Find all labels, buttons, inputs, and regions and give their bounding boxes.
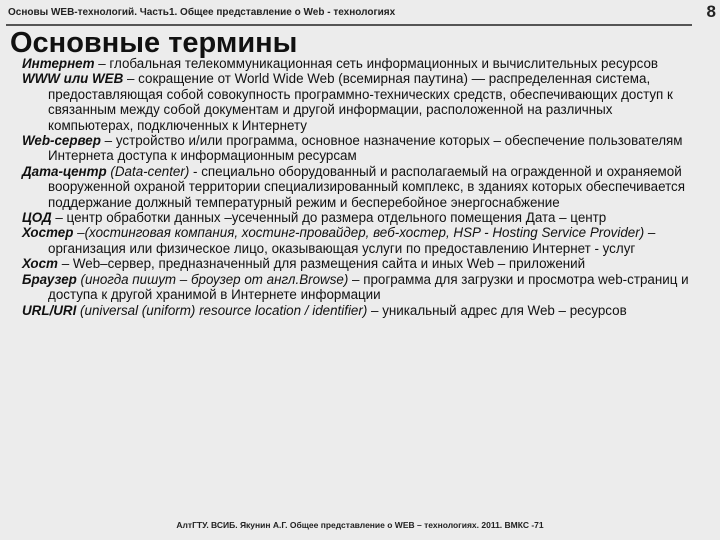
term-name: WWW или WEB <box>22 71 124 87</box>
term-definition: – глобальная телекоммуникационная сеть информационных и вычислительных ресурсов <box>94 56 659 71</box>
term-entry <box>22 56 692 71</box>
term-entry <box>22 133 692 164</box>
term-name: Хост <box>22 256 58 272</box>
term-name: ЦОД <box>22 210 52 226</box>
term-definition: – уникальный адрес для Web – ресурсов <box>367 302 627 318</box>
term-paren: –(хостинговая компания, хостинг-провайдер, веб-хостер, HSP - Hosting Service Provider) <box>73 225 645 241</box>
term-name: Web-сервер <box>22 133 101 149</box>
header-title: Основы WEB-технологий. Часть1. Общее представление о Web - технологиях <box>8 7 396 18</box>
term-name: Хостер <box>22 225 74 241</box>
term-name: Дата-центр <box>22 163 107 179</box>
page-number: 8 <box>706 2 716 21</box>
term-definition: - специально оборудованный и располагаемый на огражденной и охраняемой вооруженной охраной территории специализированный комплекс, в зданиях которых обеспечивается поддержание должный температурный режим и бесперебойное энергоснабжение <box>48 163 685 210</box>
term-definition: – сокращение от World Wide Web (всемирная паутина) — распределенная система, предоставляющая собой совокупность программно-технических средств, обеспечивающих доступ к связанным между собой документам и другой информации, расположенной на различных компьютерах, подключенных к Интернету <box>48 71 673 133</box>
term-entry <box>22 256 692 271</box>
term-entry <box>22 164 692 210</box>
term-definition: – устройство и/или программа, основное назначение которых – обеспечение пользователям Интернета доступа к информационным ресурсам <box>48 133 683 164</box>
term-paren: (иногда пишут – броузер от англ.Browse) <box>76 271 349 287</box>
term-name: Интернет <box>22 56 95 71</box>
slide-header <box>6 2 692 26</box>
slide-footer: АлтГТУ. ВСИБ. Якунин А.Г. Общее представление о WEB – технологиях. 2011. ВМКС -71 <box>176 520 544 530</box>
term-name: URL/URI <box>22 302 77 318</box>
term-paren: (universal (uniform) resource location / identifier) <box>76 302 368 318</box>
terms-list <box>22 56 692 318</box>
term-definition: – Web–сервер, предназначенный для размещения сайта и иных Web – приложений <box>57 256 586 272</box>
term-name: Браузер <box>22 271 77 287</box>
term-entry <box>22 303 692 318</box>
term-entry <box>22 210 692 225</box>
term-entry <box>22 272 692 303</box>
term-entry <box>22 225 692 256</box>
term-definition: – программа для загрузки и просмотра web-страниц и доступа к другой хранимой в Интернете информации <box>48 271 689 303</box>
slide-title: Основные термины <box>10 27 298 59</box>
term-paren: (Data-center) <box>106 163 190 179</box>
term-definition: – центр обработки данных –усеченный до размера отдельного помещения Дата – центр <box>51 210 607 226</box>
term-entry <box>22 71 692 133</box>
term-definition: – организация или физическое лицо, оказывающая услуги по предоставлению Интернет - услуг <box>48 225 656 256</box>
